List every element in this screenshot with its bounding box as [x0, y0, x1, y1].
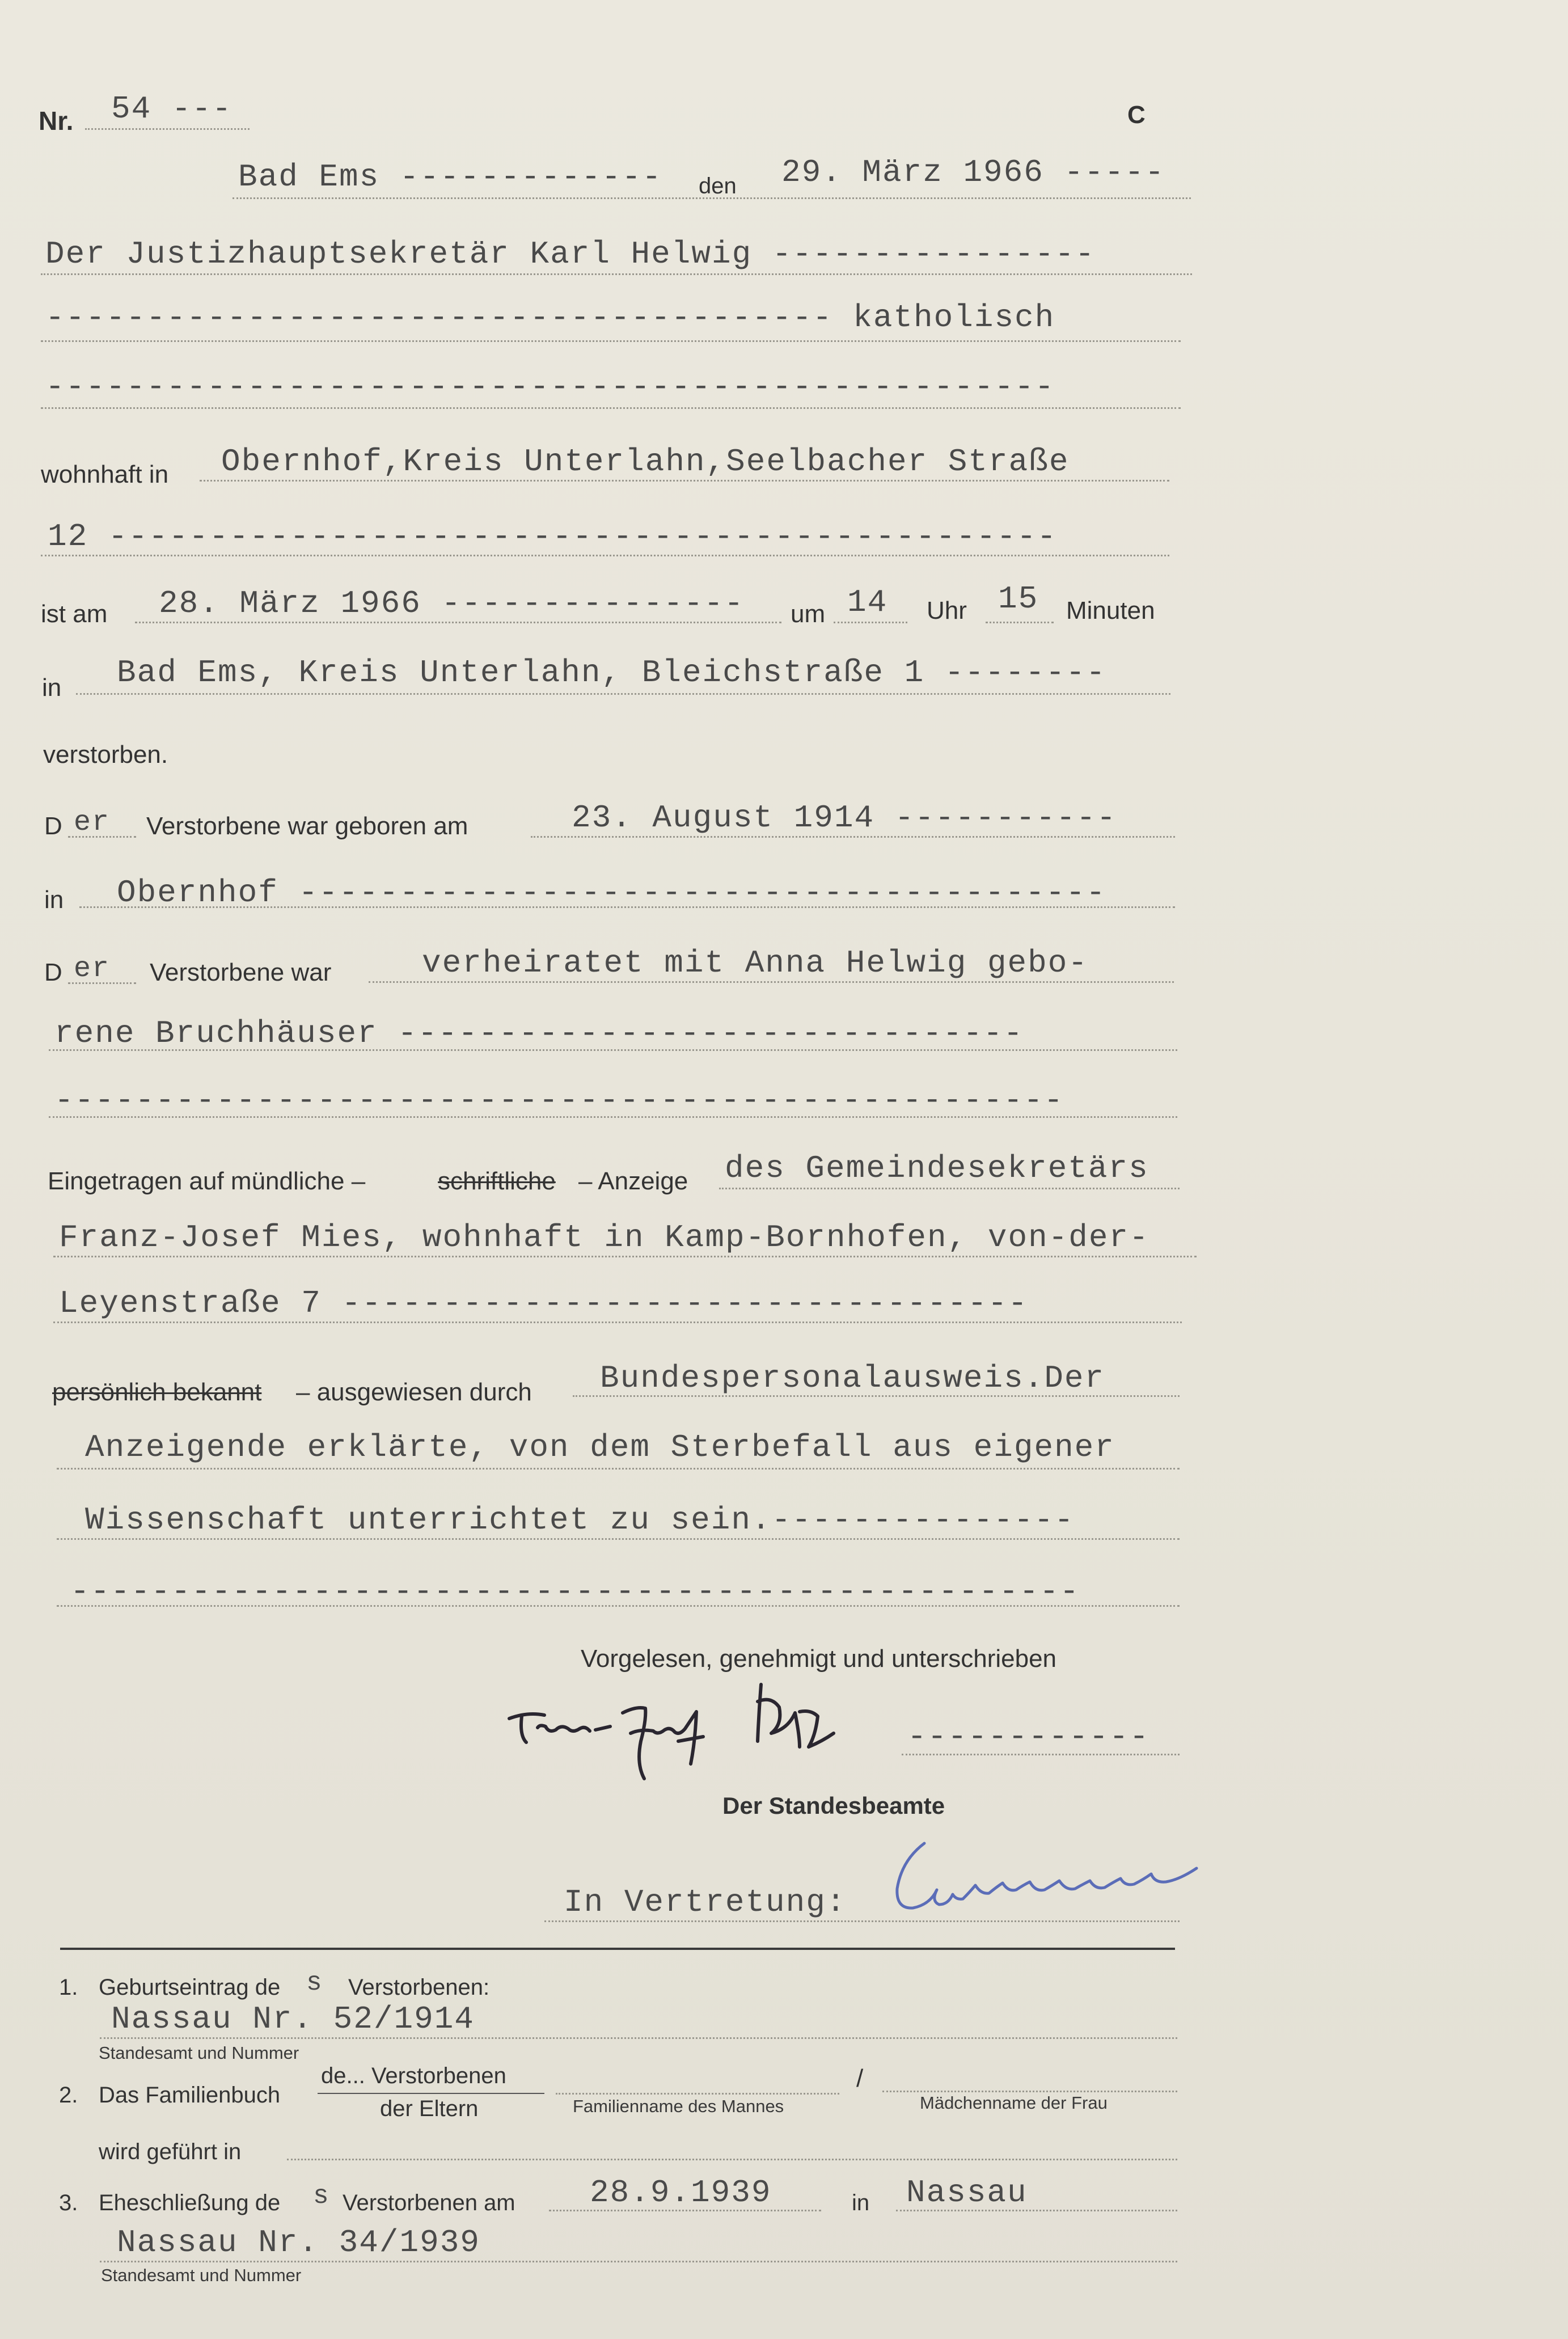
- ist-am-label: ist am: [41, 600, 108, 628]
- note-2-slash: /: [856, 2064, 864, 2092]
- religion: --------------------------------------- katholisch: [45, 299, 1055, 336]
- minuten-label: Minuten: [1066, 597, 1155, 624]
- note-2-num: 2.: [59, 2083, 78, 2108]
- wohnhaft-label: wohnhaft in: [41, 461, 169, 488]
- note-3-value: Nassau Nr. 34/1939: [117, 2224, 480, 2261]
- registration-date: 29. März 1966 -----: [781, 154, 1165, 191]
- report-label-b: – Anzeige: [578, 1167, 688, 1195]
- marital-text-2: rene Bruchhäuser -------------------------------: [54, 1015, 1024, 1052]
- informant-signature: [505, 1679, 913, 1804]
- birth-place: Obernhof ----------------------------------------: [117, 875, 1106, 911]
- note-2-husband-caption: Familienname des Mannes: [573, 2096, 784, 2116]
- note-3-date: 28.9.1939: [590, 2175, 772, 2211]
- signature-dashes: ------------: [907, 1719, 1150, 1755]
- read-approved-label: Vorgelesen, genehmigt und unterschrieben: [581, 1645, 1057, 1673]
- official-label: Der Standesbeamte: [722, 1792, 945, 1819]
- deceased-name: Der Justizhauptsekretär Karl Helwig ----------------: [45, 236, 1096, 272]
- death-place: Bad Ems, Kreis Unterlahn, Bleichstraße 1 --------: [117, 655, 1106, 691]
- official-signature: [885, 1838, 1214, 1928]
- identification-text-3: Wissenschaft unterrichtet zu sein.---------------: [85, 1502, 1075, 1538]
- blank-line: --------------------------------------------------: [45, 369, 1055, 405]
- death-minutes: 15: [998, 581, 1039, 617]
- note-3-label-b: Verstorbenen am: [343, 2190, 515, 2215]
- note-3-caption: Standesamt und Nummer: [101, 2265, 302, 2285]
- place-of-registry: Bad Ems -------------: [238, 159, 662, 195]
- note-3-num: 3.: [59, 2190, 78, 2215]
- note-1-caption: Standesamt und Nummer: [99, 2043, 299, 2063]
- address-line-2: 12 -----------------------------------------------: [48, 518, 1058, 555]
- note-1-label-a: Geburtseintrag de: [99, 1975, 281, 2000]
- note-2-bottom: der Eltern: [380, 2096, 479, 2121]
- marital-gender-typed: er: [74, 953, 111, 985]
- report-text-3: Leyenstraße 7 ----------------------------------: [59, 1285, 1029, 1322]
- marital-label: Verstorbene war: [150, 959, 332, 986]
- report-text-1: des Gemeindesekretärs: [725, 1150, 1149, 1187]
- note-3-place: Nassau: [906, 2175, 1028, 2211]
- report-text-2: Franz-Josef Mies, wohnhaft in Kamp-Bornhofen, von-der-: [59, 1219, 1149, 1256]
- in-label: in: [42, 674, 62, 702]
- verstorben-label: verstorben.: [43, 741, 168, 769]
- marital-text-1: verheiratet mit Anna Helwig gebo-: [422, 945, 1088, 981]
- identification-text-4: --------------------------------------------------: [70, 1573, 1080, 1610]
- marital-text-3: --------------------------------------------------: [54, 1082, 1064, 1118]
- birth-in-label: in: [44, 886, 64, 914]
- death-hour: 14: [847, 584, 888, 620]
- note-3-s: s: [313, 2181, 330, 2211]
- deputy-typed: In Vertretung:: [564, 1884, 847, 1920]
- identification-struck: persönlich bekannt: [52, 1378, 262, 1406]
- identification-text-2: Anzeigende erklärte, von dem Sterbefall aus eigener: [85, 1429, 1115, 1466]
- birth-gender-typed: er: [74, 807, 111, 839]
- note-1-s: s: [306, 1968, 323, 1998]
- den-label: den: [699, 174, 737, 199]
- birth-date: 23. August 1914 -----------: [572, 800, 1117, 836]
- death-date: 28. März 1966 ---------------: [159, 585, 745, 622]
- uhr-label: Uhr: [927, 597, 967, 624]
- birth-d-label: D: [44, 812, 62, 840]
- note-3-in-label: in: [852, 2190, 870, 2215]
- address-line-1: Obernhof,Kreis Unterlahn,Seelbacher Straße: [221, 444, 1070, 480]
- nr-value: 54 ---: [111, 91, 233, 127]
- report-label-a: Eingetragen auf mündliche –: [48, 1167, 366, 1195]
- birth-label: Verstorbene war geboren am: [146, 812, 468, 840]
- note-1-value: Nassau Nr. 52/1914: [111, 2001, 475, 2037]
- nr-label: Nr.: [39, 106, 74, 136]
- note-2-kept-label: wird geführt in: [99, 2139, 242, 2164]
- notes-divider: [60, 1948, 1175, 1950]
- identification-label: – ausgewiesen durch: [296, 1378, 532, 1406]
- note-2-top: de... Verstorbenen: [321, 2063, 506, 2088]
- note-2-label: Das Familienbuch: [99, 2083, 281, 2108]
- note-3-label-a: Eheschließung de: [99, 2190, 281, 2215]
- um-label: um: [791, 600, 826, 628]
- note-2-wife-caption: Mädchenname der Frau: [920, 2093, 1108, 2113]
- marital-d-label: D: [44, 959, 62, 986]
- note-1-label-b: Verstorbenen:: [348, 1975, 490, 2000]
- report-label-struck: schriftliche: [438, 1167, 556, 1195]
- identification-text-1: Bundespersonalausweis.Der: [600, 1360, 1105, 1396]
- note-1-num: 1.: [59, 1975, 78, 2000]
- corner-letter: C: [1127, 101, 1146, 129]
